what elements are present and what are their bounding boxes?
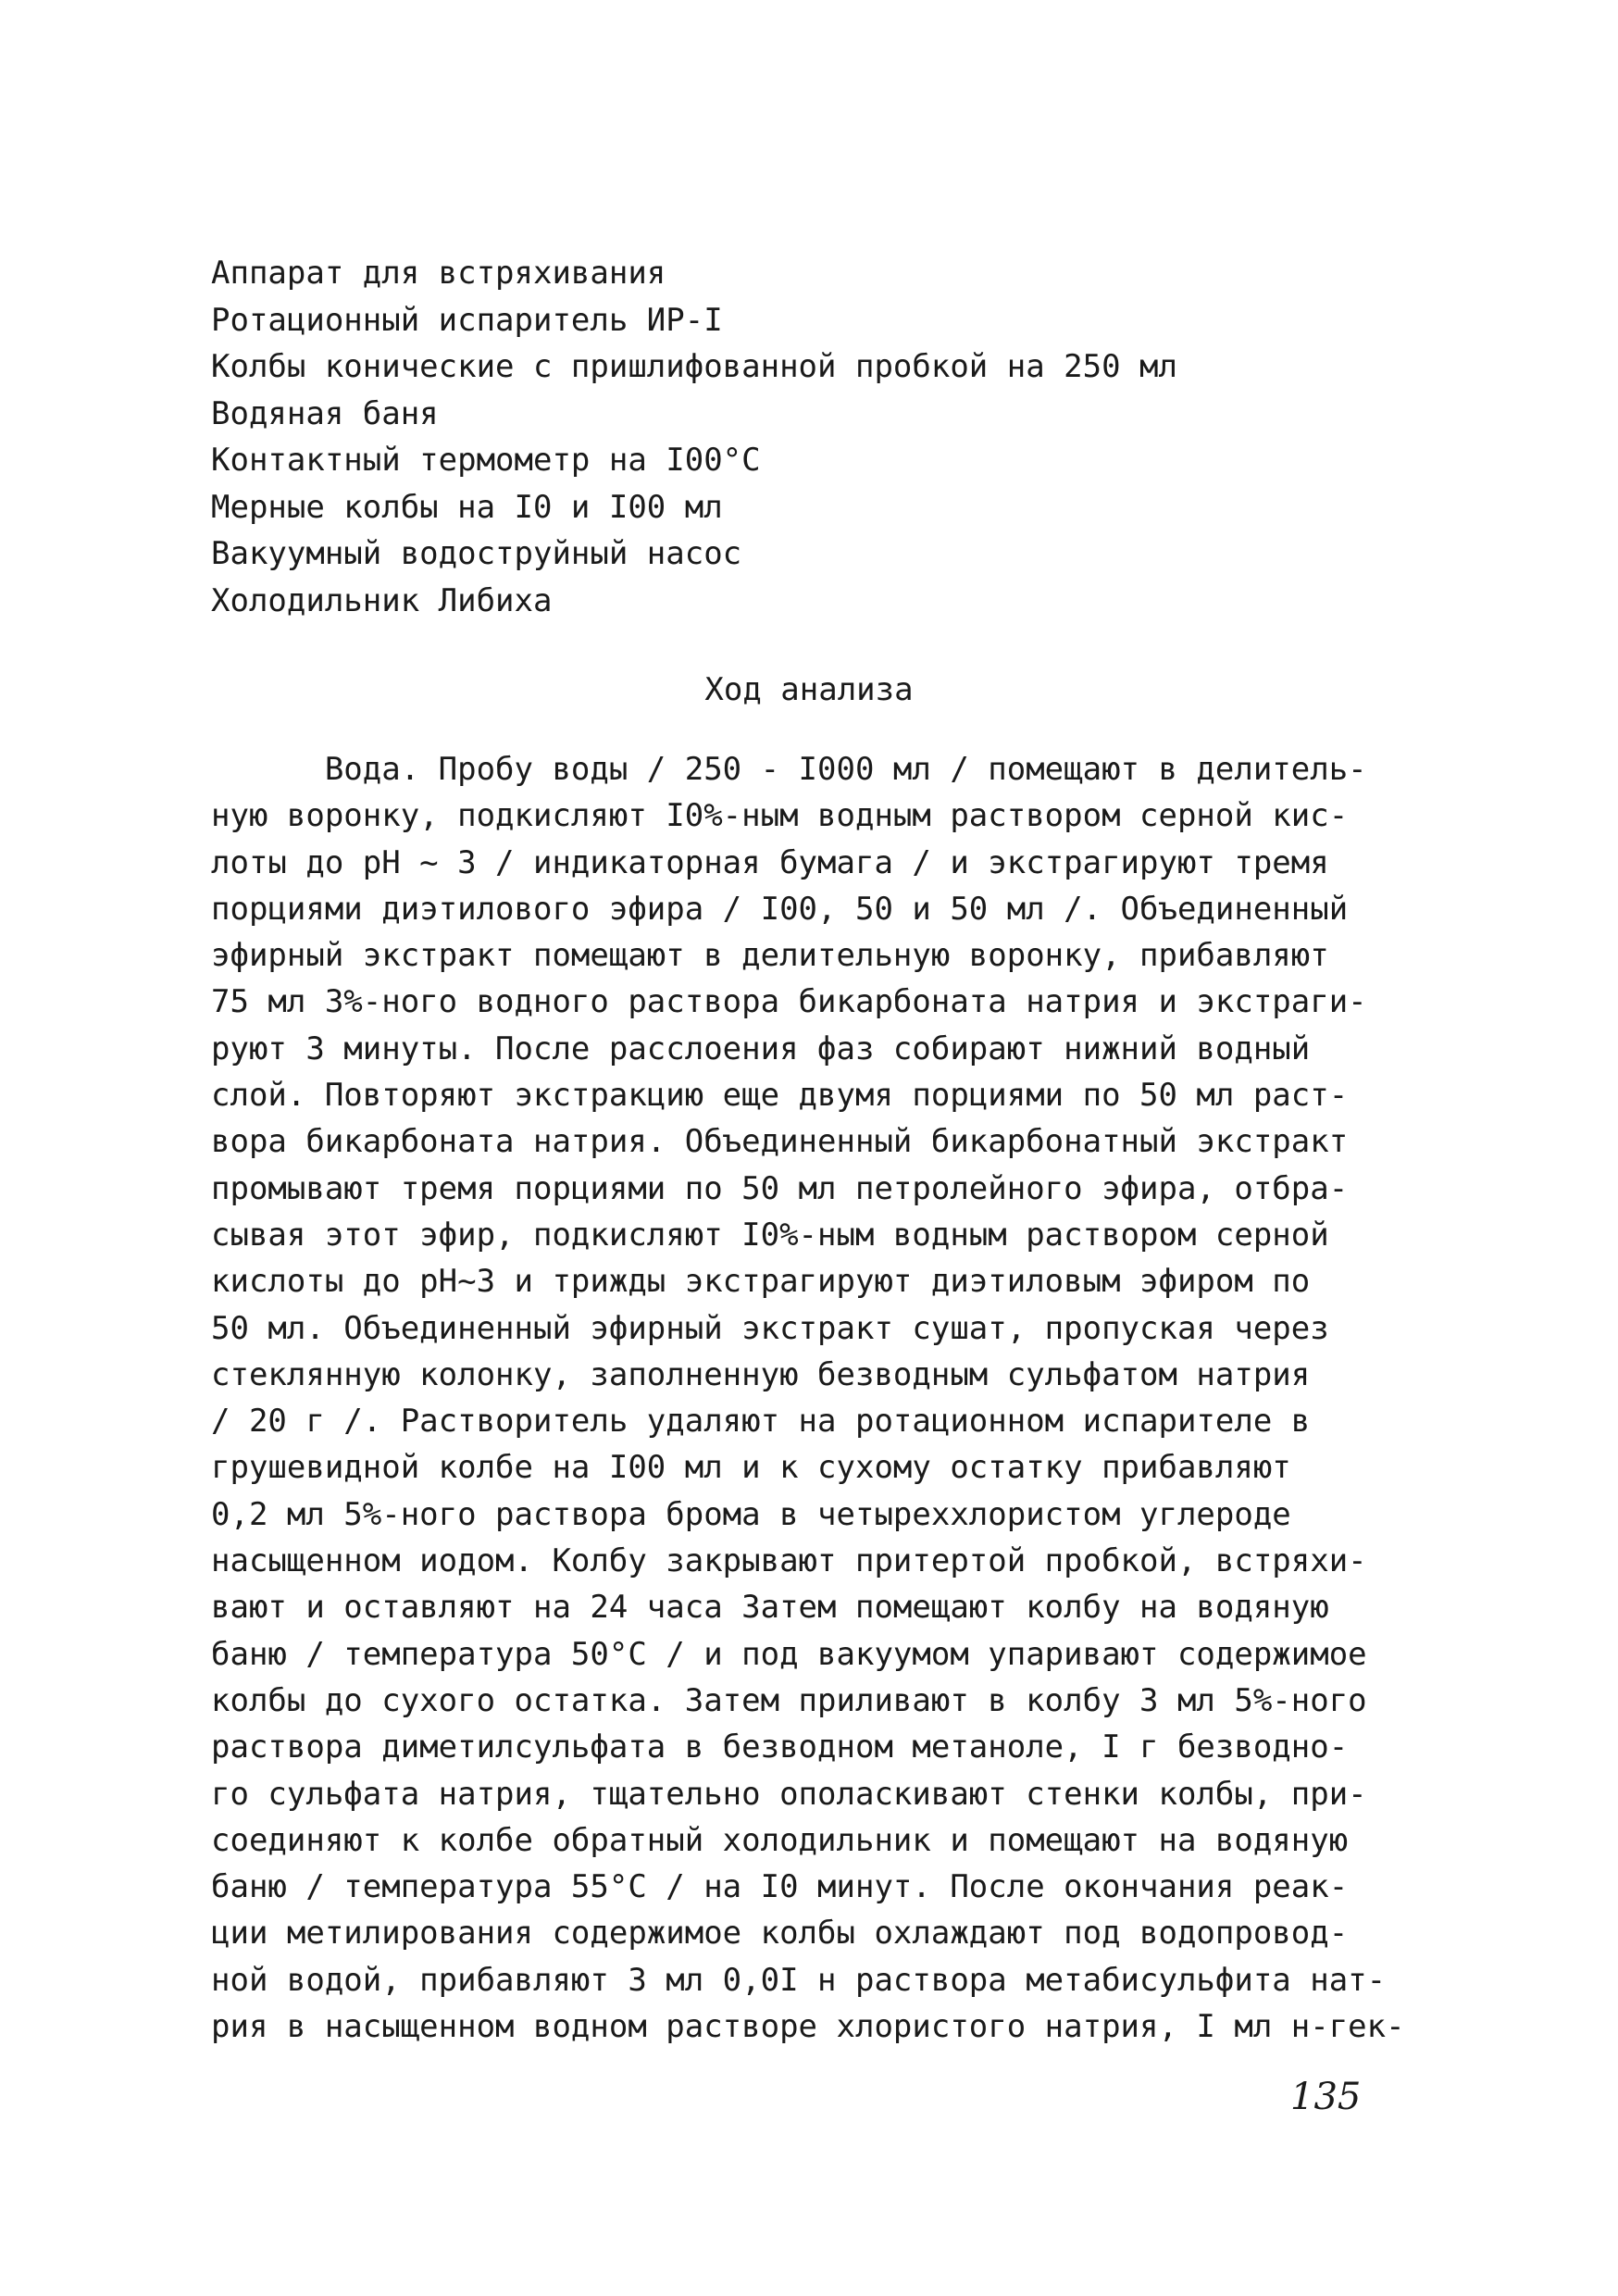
body-line: / 20 г /. Растворитель удаляют на ротационном испарителе в: [211, 1403, 1311, 1441]
equipment-item: Колбы конические с пришлифованной пробкой на 250 мл: [211, 348, 1177, 385]
body-line: насыщенном иодом. Колбу закрывают притертой пробкой, встряхи-: [211, 1542, 1367, 1580]
body-line: кислоты до рН~3 и трижды экстрагируют диэтиловым эфиром по: [211, 1263, 1311, 1301]
body-line: порциями диэтилового эфира / I00, 50 и 50 мл /. Объединенный: [211, 890, 1349, 928]
body-line: лоты до рН ~ 3 / индикаторная бумага / и экстрагируют тремя: [211, 843, 1329, 881]
body-line: сывая этот эфир, подкисляют I0%-ным водным раствором серной: [211, 1216, 1329, 1254]
body-line: 50 мл. Объединенный эфирный экстракт сушат, пропуская через: [211, 1309, 1329, 1347]
body-line: рия в насыщенном водном растворе хлористого натрия, I мл н-гек-: [211, 2008, 1405, 2046]
body-line: баню / температура 55°С / на I0 минут. После окончания реак-: [211, 1868, 1349, 1906]
equipment-item: Ротационный испаритель ИР-I: [211, 301, 723, 339]
body-line: ции метилирования содержимое колбы охлаждают под водопровод-: [211, 1915, 1349, 1953]
body-line: стеклянную колонку, заполненную безводным сульфатом натрия: [211, 1355, 1311, 1393]
equipment-item: Мерные колбы на I0 и I00 мл: [211, 488, 723, 526]
equipment-list: [211, 250, 1507, 624]
body-line: эфирный экстракт помещают в делительную воронку, прибавляют: [211, 937, 1329, 975]
body-line: вора бикарбоната натрия. Объединенный бикарбонатный экстракт: [211, 1123, 1349, 1161]
body-line: раствора диметилсульфата в безводном метаноле, I г безводно-: [211, 1728, 1349, 1766]
body-line: грушевидной колбе на I00 мл и к сухому остатку прибавляют: [211, 1449, 1291, 1487]
body-text: [211, 746, 1414, 2050]
body-line: вают и оставляют на 24 часа Затем помещают колбу на водяную: [211, 1589, 1329, 1627]
section-heading: Ход анализа: [704, 671, 914, 708]
body-line: соединяют к колбе обратный холодильник и помещают на водяную: [211, 1821, 1349, 1859]
body-line: слой. Повторяют экстракцию еще двумя порциями по 50 мл раст-: [211, 1077, 1349, 1115]
body-line: ной водой, прибавляют 3 мл 0,0I н раствора метабисульфита нат-: [211, 1961, 1387, 1999]
page-number: 135: [1290, 2076, 1362, 2118]
equipment-item: Вакуумный водоструйный насос: [211, 535, 742, 572]
equipment-item: Водяная баня: [211, 394, 439, 432]
body-line: 0,2 мл 5%-ного раствора брома в четыреххлористом углероде: [211, 1495, 1291, 1533]
equipment-item: Аппарат для встряхивания: [211, 255, 666, 292]
body-line: руют 3 минуты. После расслоения фаз собирают нижний водный: [211, 1029, 1311, 1067]
body-line: колбы до сухого остатка. Затем приливают в колбу 3 мл 5%-ного: [211, 1681, 1367, 1719]
body-line: Вода. Пробу воды / 250 - I000 мл / помещают в делитель-: [211, 751, 1367, 788]
body-line: го сульфата натрия, тщательно ополаскивают стенки колбы, при-: [211, 1775, 1367, 1813]
body-line: промывают тремя порциями по 50 мл петролейного эфира, отбра-: [211, 1169, 1349, 1207]
equipment-item: Контактный термометр на I00°С: [211, 442, 761, 479]
body-line: ную воронку, подкисляют I0%-ным водным раствором серной кис-: [211, 797, 1349, 835]
body-line: баню / температура 50°С / и под вакуумом упаривают содержимое: [211, 1635, 1367, 1673]
body-line: 75 мл 3%-ного водного раствора бикарбоната натрия и экстраги-: [211, 983, 1367, 1021]
equipment-item: Холодильник Либиха: [211, 581, 553, 619]
